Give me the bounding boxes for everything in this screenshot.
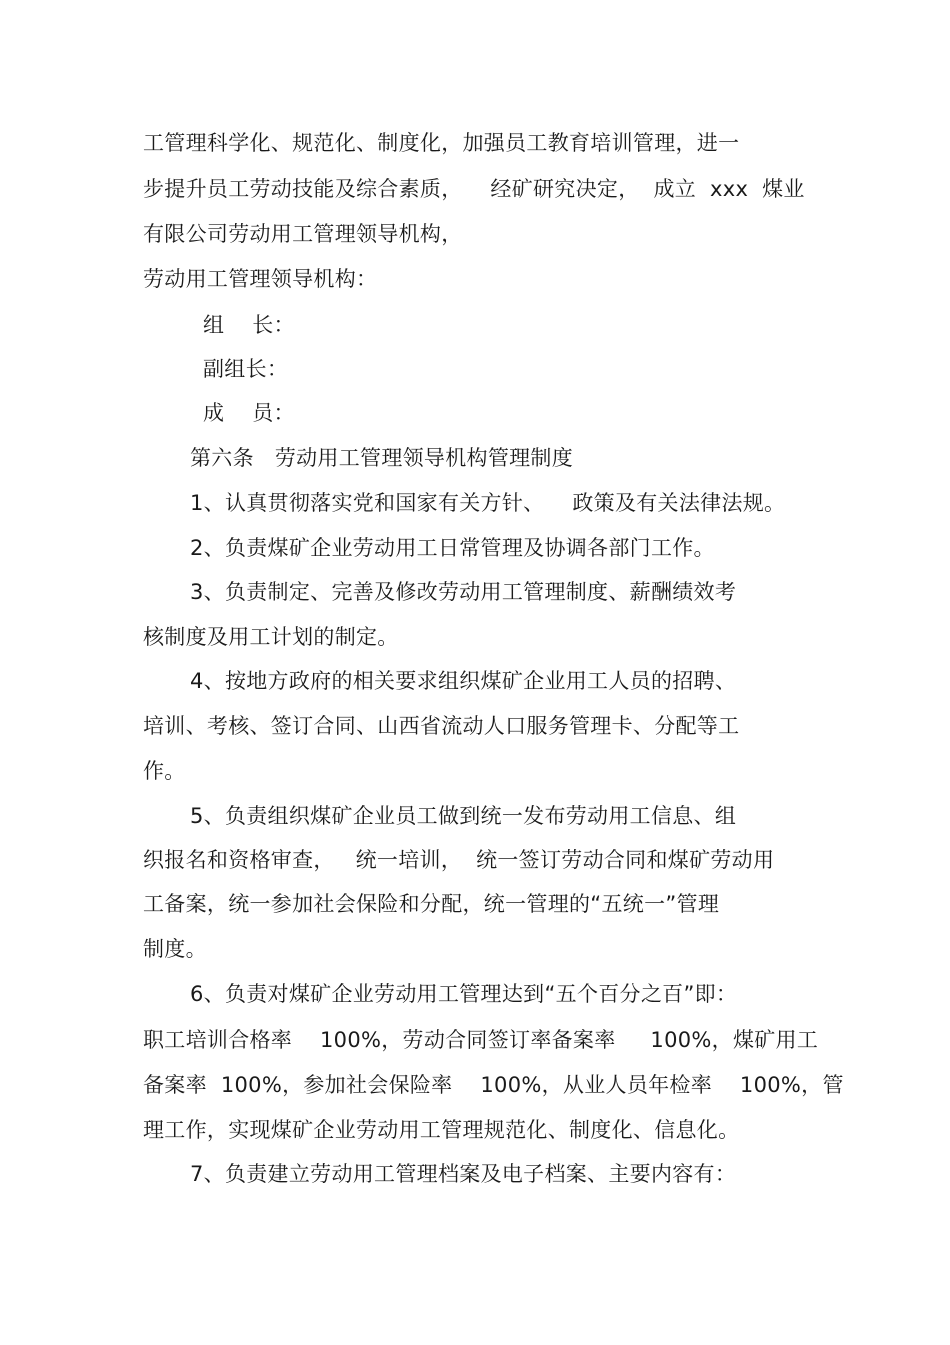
- members-label: 成 员：: [203, 401, 295, 425]
- text-line: 职工培训合格率 100%，劳动合同签订率备案率 100%，煤矿用工: [143, 1028, 819, 1052]
- list-item: 5、负责组织煤矿企业员工做到统一发布劳动用工信息、组: [190, 804, 737, 828]
- text-line: 备案率 100%，参加社会保险率 100%，从业人员年检率 100%，管: [143, 1073, 844, 1097]
- text-line: 有限公司劳动用工管理领导机构，: [143, 222, 463, 246]
- leader-label: 组 长：: [203, 313, 295, 337]
- text-line: 作。: [143, 759, 186, 783]
- list-item: 4、按地方政府的相关要求组织煤矿企业用工人员的招聘、: [190, 669, 737, 693]
- text-line: 步提升员工劳动技能及综合素质， 经矿研究决定， 成立 xxx 煤业: [143, 177, 805, 201]
- text-line: 核制度及用工计划的制定。: [143, 625, 399, 649]
- deputy-leader-label: 副组长：: [203, 357, 289, 381]
- list-item: 2、负责煤矿企业劳动用工日常管理及协调各部门工作。: [190, 536, 715, 560]
- text-line: 工备案，统一参加社会保险和分配，统一管理的“五统一”管理: [143, 892, 720, 916]
- text-line: 工管理科学化、规范化、制度化，加强员工教育培训管理，进一: [143, 131, 740, 155]
- article-heading: 第六条 劳动用工管理领导机构管理制度: [190, 446, 574, 470]
- list-item: 6、负责对煤矿企业劳动用工管理达到“五个百分之百”即：: [190, 982, 738, 1006]
- text-line: 理工作，实现煤矿企业劳动用工管理规范化、制度化、信息化。: [143, 1118, 740, 1142]
- text-line: 制度。: [143, 937, 207, 961]
- list-item: 1、认真贯彻落实党和国家有关方针、 政策及有关法律法规。: [190, 491, 786, 515]
- section-heading: 劳动用工管理领导机构：: [143, 267, 378, 291]
- text-line: 培训、考核、签订合同、山西省流动人口服务管理卡、分配等工: [143, 714, 740, 738]
- list-item: 3、负责制定、完善及修改劳动用工管理制度、薪酬绩效考: [190, 580, 737, 604]
- text-line: 织报名和资格审查， 统一培训， 统一签订劳动合同和煤矿劳动用: [143, 848, 775, 872]
- list-item: 7、负责建立劳动用工管理档案及电子档案、主要内容有：: [190, 1162, 737, 1186]
